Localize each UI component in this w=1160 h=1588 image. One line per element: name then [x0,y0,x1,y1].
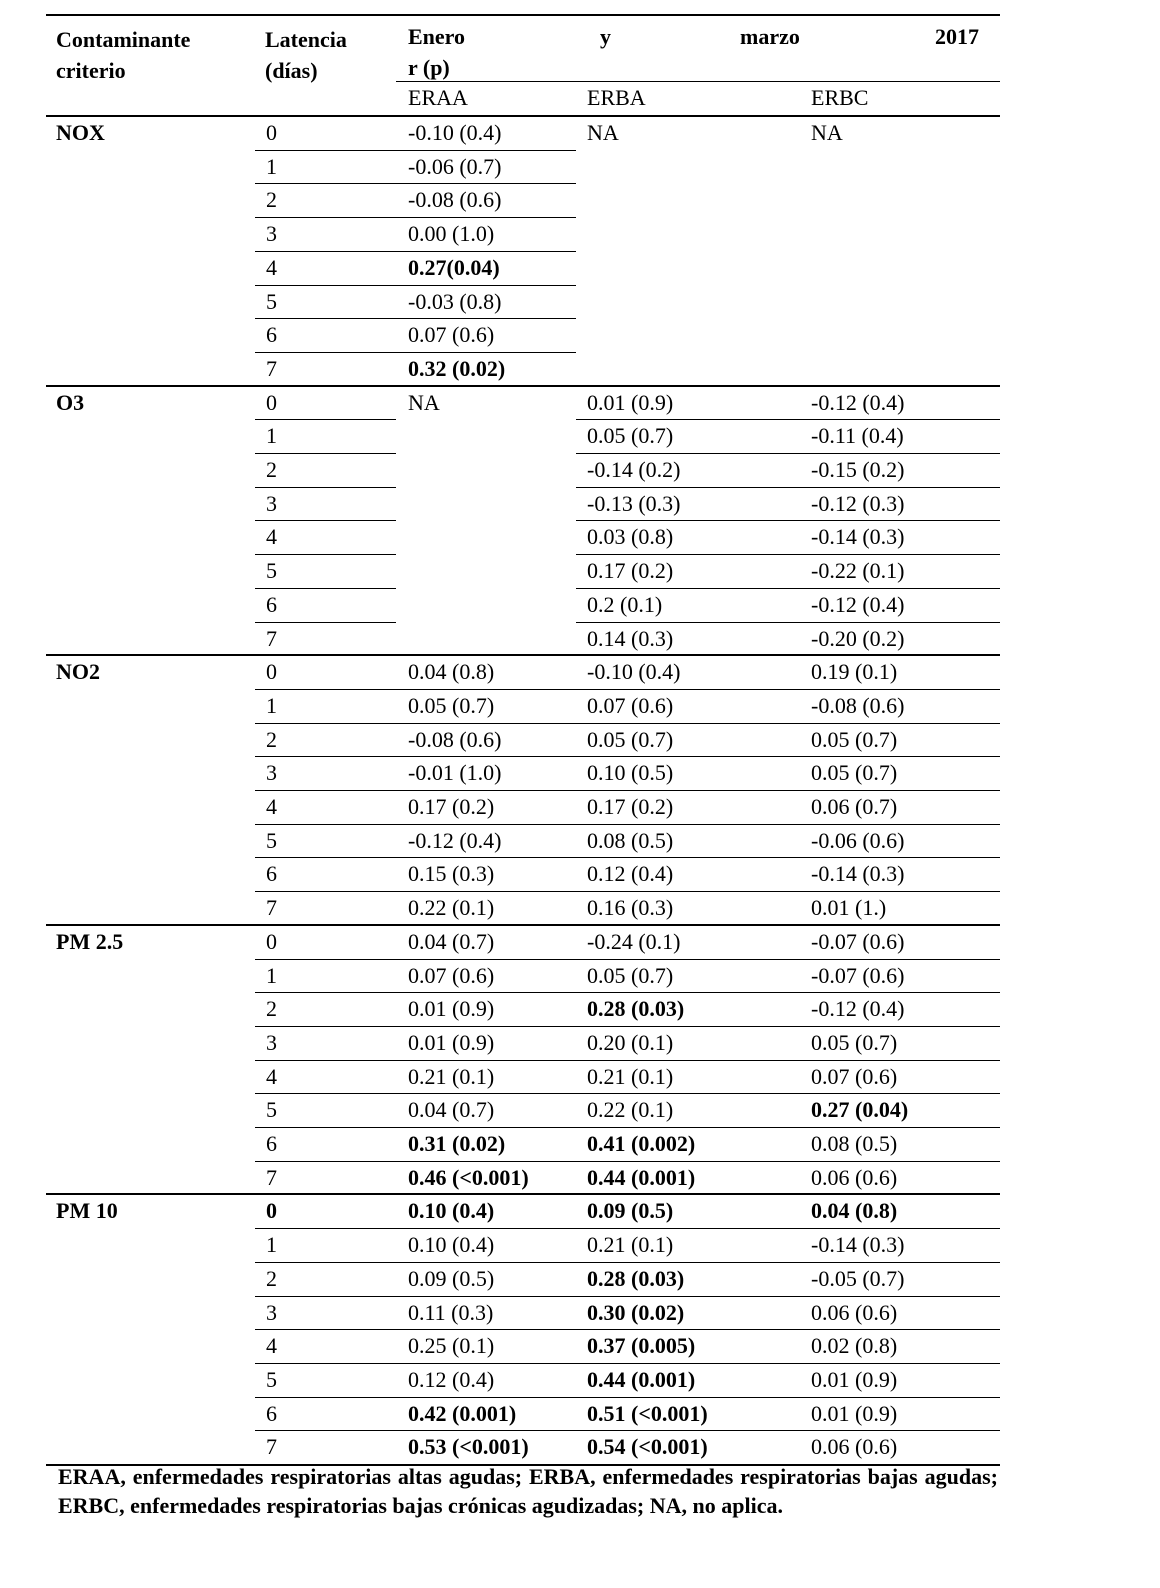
erba-cell: 0.30 (0.02) [587,1299,685,1325]
row-rule [255,622,396,623]
erba-cell: 0.17 (0.2) [587,558,674,584]
lag-cell: 3 [266,1029,277,1055]
lag-cell: 3 [266,490,277,516]
pollutant-name: NO2 [56,659,100,685]
header-bottom-rule [46,115,1000,117]
eraa-cell: 0.04 (0.7) [408,928,495,954]
row-rule [576,891,1000,892]
row-rule [396,1397,576,1398]
group-rule [46,924,1000,926]
row-rule [576,1161,1000,1162]
erba-cell: 0.21 (0.1) [587,1063,674,1089]
row-rule [255,756,396,757]
row-rule [255,824,396,825]
lag-cell: 1 [266,423,277,449]
row-rule [396,1127,576,1128]
eraa-cell: 0.21 (0.1) [408,1063,495,1089]
row-rule [255,419,396,420]
erba-cell: 0.05 (0.7) [587,962,674,988]
erba-cell: 0.28 (0.03) [587,996,685,1022]
lag-cell: 6 [266,1131,277,1156]
row-rule [255,723,396,724]
row-rule [396,285,576,286]
erba-cell: 0.05 (0.7) [587,726,674,752]
row-rule [576,959,1000,960]
row-rule [255,588,396,589]
group-rule [46,385,1000,387]
eraa-cell: -0.01 (1.0) [408,760,502,786]
eraa-cell: 0.32 (0.02) [408,355,506,381]
erba-cell: 0.05 (0.7) [587,423,674,449]
row-rule [255,1026,396,1027]
lag-cell: 3 [266,221,277,247]
row-rule [255,1397,396,1398]
row-rule [576,453,1000,454]
eraa-cell: 0.15 (0.3) [408,861,495,887]
eraa-cell: -0.06 (0.7) [408,153,502,179]
row-rule [576,487,1000,488]
lag-cell: 6 [266,861,277,887]
row-rule [576,419,1000,420]
erbc-cell: 0.27 (0.04) [811,1097,909,1123]
lag-cell: 2 [266,996,277,1022]
lag-cell: 1 [266,1232,277,1258]
row-rule [255,554,396,555]
row-rule [576,1228,1000,1229]
row-rule [576,857,1000,858]
pollutant-name: PM 10 [56,1198,118,1224]
row-rule [255,1060,396,1061]
lag-cell: 7 [266,1434,277,1460]
erbc-cell: 0.06 (0.6) [811,1164,898,1190]
eraa-cell: 0.05 (0.7) [408,692,495,718]
lag-cell: 6 [266,591,277,617]
header-period-word: 2017 [935,24,979,49]
erbc-cell: 0.05 (0.7) [811,726,898,752]
row-rule [396,1093,576,1094]
erbc-cell: 0.04 (0.8) [811,1198,898,1224]
row-rule [576,1093,1000,1094]
row-rule [396,723,576,724]
lag-cell: 4 [266,794,277,819]
erba-cell: -0.24 (0.1) [587,928,681,954]
erba-cell: 0.16 (0.3) [587,895,674,921]
lag-cell: 7 [266,1164,277,1190]
erbc-cell: 0.07 (0.6) [811,1063,898,1089]
row-rule [396,1430,576,1431]
lag-cell: 1 [266,692,277,718]
erbc-cell: 0.02 (0.8) [811,1333,898,1359]
row-rule [396,217,576,218]
header-sub-rule [396,81,1000,82]
erbc-cell: -0.05 (0.7) [811,1265,905,1291]
row-rule [396,1060,576,1061]
erba-cell: 0.44 (0.001) [587,1164,696,1190]
lag-cell: 6 [266,1400,277,1426]
lag-cell: 4 [266,254,277,280]
lag-cell: 5 [266,1366,277,1392]
row-rule [255,453,396,454]
row-rule [576,622,1000,623]
eraa-cell: 0.46 (<0.001) [408,1164,529,1190]
lag-cell: 5 [266,558,277,584]
eraa-cell: 0.12 (0.4) [408,1366,495,1392]
erba-cell: 0.03 (0.8) [587,524,674,550]
lag-cell: 1 [266,153,277,179]
header-latencia: Latencia (días) [265,27,347,83]
erbc-cell: -0.08 (0.6) [811,692,905,718]
lag-cell: 0 [266,120,277,145]
row-rule [255,1161,396,1162]
erbc-cell: -0.22 (0.1) [811,558,905,584]
erba-cell: 0.2 (0.1) [587,591,663,617]
erbc-cell: -0.12 (0.4) [811,591,905,617]
lag-cell: 0 [266,659,277,685]
row-rule [396,318,576,319]
row-rule [576,790,1000,791]
row-rule [576,756,1000,757]
row-rule [255,1329,396,1330]
erba-cell: 0.14 (0.3) [587,625,674,651]
lag-cell: 4 [266,1333,277,1359]
row-rule [576,824,1000,825]
row-rule [396,352,576,353]
row-rule [255,1127,396,1128]
row-rule [396,251,576,252]
lag-cell: 0 [266,389,277,415]
row-rule [396,150,576,151]
row-rule [396,790,576,791]
row-rule [396,1329,576,1330]
lag-cell: 5 [266,827,277,853]
lag-cell: 3 [266,1299,277,1325]
row-rule [255,891,396,892]
erbc-cell: -0.11 (0.4) [811,423,904,449]
erbc-cell: -0.06 (0.6) [811,827,905,853]
erba-cell: 0.37 (0.005) [587,1333,696,1359]
row-rule [576,1026,1000,1027]
erbc-cell: -0.07 (0.6) [811,962,905,988]
erba-cell: 0.28 (0.03) [587,1265,685,1291]
row-rule [576,689,1000,690]
row-rule [396,891,576,892]
erba-cell: 0.12 (0.4) [587,861,674,887]
erba-cell: 0.08 (0.5) [587,827,674,853]
erbc-cell: -0.12 (0.4) [811,389,905,415]
row-rule [576,1262,1000,1263]
row-rule [255,318,396,319]
lag-cell: 2 [266,1265,277,1291]
erba-cell: 0.17 (0.2) [587,794,674,819]
row-rule [255,1430,396,1431]
row-rule [396,959,576,960]
erbc-cell: 0.08 (0.5) [811,1131,898,1156]
pollutant-name: O3 [56,389,85,415]
erba-cell: 0.10 (0.5) [587,760,674,786]
eraa-cell: 0.04 (0.8) [408,659,495,685]
lag-cell: 0 [266,928,277,954]
row-rule [396,689,576,690]
header-period-word: marzo [740,24,800,49]
erbc-cell: -0.07 (0.6) [811,928,905,954]
row-rule [576,1296,1000,1297]
row-rule [255,217,396,218]
row-rule [576,1060,1000,1061]
erba-cell: 0.22 (0.1) [587,1097,674,1123]
erba-cell: -0.13 (0.3) [587,490,681,516]
lag-cell: 7 [266,625,277,651]
eraa-cell: NA [408,389,440,415]
group-rule [46,1193,1000,1195]
erbc-cell: -0.12 (0.4) [811,996,905,1022]
row-rule [255,1262,396,1263]
row-rule [396,1363,576,1364]
row-rule [396,1026,576,1027]
header-erbc: ERBC [811,85,869,110]
group-rule [46,654,1000,656]
erbc-cell: 0.01 (0.9) [811,1366,898,1392]
erbc-cell: -0.14 (0.3) [811,1232,905,1258]
eraa-cell: -0.12 (0.4) [408,827,502,853]
row-rule [396,824,576,825]
eraa-cell: 0.10 (0.4) [408,1198,495,1224]
lag-cell: 2 [266,187,277,213]
lag-cell: 2 [266,457,277,482]
row-rule [255,352,396,353]
row-rule [255,285,396,286]
header-eraa: ERAA [408,85,468,110]
lag-cell: 5 [266,288,277,314]
eraa-cell: 0.53 (<0.001) [408,1434,529,1460]
erba-cell: 0.07 (0.6) [587,692,674,718]
row-rule [255,1093,396,1094]
erba-cell: 0.20 (0.1) [587,1029,674,1055]
lag-cell: 5 [266,1097,277,1123]
row-rule [576,588,1000,589]
row-rule [576,520,1000,521]
header-contaminante: Contaminante criterio [56,27,191,83]
row-rule [576,1127,1000,1128]
lag-cell: 3 [266,760,277,786]
row-rule [396,1228,576,1229]
header-stat: r (p) [408,55,450,80]
erbc-cell: -0.14 (0.3) [811,861,905,887]
row-rule [255,487,396,488]
row-rule [255,1228,396,1229]
row-rule [576,723,1000,724]
eraa-cell: 0.42 (0.001) [408,1400,517,1426]
eraa-cell: -0.10 (0.4) [408,120,502,145]
lag-cell: 6 [266,322,277,348]
row-rule [576,992,1000,993]
erba-cell: 0.54 (<0.001) [587,1434,708,1460]
eraa-cell: 0.22 (0.1) [408,895,495,921]
erbc-cell: 0.01 (0.9) [811,1400,898,1426]
top-rule [46,14,1000,16]
erbc-cell: 0.01 (1.) [811,895,887,921]
eraa-cell: 0.07 (0.6) [408,322,495,348]
erbc-cell: 0.06 (0.6) [811,1434,898,1460]
erba-cell: 0.01 (0.9) [587,389,674,415]
row-rule [255,183,396,184]
pollutant-name: NOX [56,120,105,145]
row-rule [396,1296,576,1297]
lag-cell: 4 [266,524,277,550]
erbc-cell: NA [811,120,843,145]
erba-cell: -0.10 (0.4) [587,659,681,685]
eraa-cell: 0.11 (0.3) [408,1299,494,1325]
row-rule [255,150,396,151]
header-period-word: y [600,24,611,49]
row-rule [396,183,576,184]
row-rule [396,756,576,757]
erbc-cell: 0.05 (0.7) [811,760,898,786]
erbc-cell: -0.20 (0.2) [811,625,905,651]
eraa-cell: 0.09 (0.5) [408,1265,495,1291]
row-rule [576,1430,1000,1431]
row-rule [255,857,396,858]
erba-cell: 0.44 (0.001) [587,1366,696,1392]
row-rule [576,554,1000,555]
row-rule [396,1161,576,1162]
eraa-cell: 0.31 (0.02) [408,1131,506,1156]
erbc-cell: 0.06 (0.7) [811,794,898,819]
eraa-cell: 0.07 (0.6) [408,962,495,988]
row-rule [255,790,396,791]
row-rule [255,1296,396,1297]
erba-cell: 0.51 (<0.001) [587,1400,708,1426]
erba-cell: 0.09 (0.5) [587,1198,674,1224]
erba-cell: NA [587,120,619,145]
header-period-word: Enero [408,24,466,49]
row-rule [255,1363,396,1364]
row-rule [576,1363,1000,1364]
eraa-cell: 0.27(0.04) [408,254,500,280]
eraa-cell: -0.03 (0.8) [408,288,502,314]
row-rule [396,857,576,858]
eraa-cell: 0.01 (0.9) [408,1029,495,1055]
lag-cell: 0 [266,1198,277,1224]
row-rule [255,689,396,690]
lag-cell: 4 [266,1063,277,1089]
eraa-cell: 0.10 (0.4) [408,1232,495,1258]
eraa-cell: 0.17 (0.2) [408,794,495,819]
row-rule [255,251,396,252]
erbc-cell: -0.12 (0.3) [811,490,905,516]
erbc-cell: -0.14 (0.3) [811,524,905,550]
erba-cell: -0.14 (0.2) [587,457,681,482]
row-rule [576,1397,1000,1398]
eraa-cell: -0.08 (0.6) [408,726,502,752]
pollutant-name: PM 2.5 [56,928,124,954]
erbc-cell: -0.15 (0.2) [811,457,905,482]
erbc-cell: 0.05 (0.7) [811,1029,898,1055]
table-footnote: ERAA, enfermedades respiratorias altas agudas; ERBA, enfermedades respiratorias bajas agudas; ERBC, enfermedades respiratorias bajas crónicas agudizadas; NA, no aplica. [58,1464,998,1518]
row-rule [576,1329,1000,1330]
lag-cell: 2 [266,726,277,752]
eraa-cell: 0.00 (1.0) [408,221,495,247]
erbc-cell: 0.19 (0.1) [811,659,898,685]
lag-cell: 7 [266,895,277,921]
erba-cell: 0.41 (0.002) [587,1131,696,1156]
erba-cell: 0.21 (0.1) [587,1232,674,1258]
eraa-cell: -0.08 (0.6) [408,187,502,213]
row-rule [255,992,396,993]
lag-cell: 1 [266,962,277,988]
row-rule [255,520,396,521]
row-rule [396,992,576,993]
header-erba: ERBA [587,85,646,110]
row-rule [255,959,396,960]
lag-cell: 7 [266,355,277,381]
eraa-cell: 0.25 (0.1) [408,1333,495,1359]
erbc-cell: 0.06 (0.6) [811,1299,898,1325]
eraa-cell: 0.04 (0.7) [408,1097,495,1123]
eraa-cell: 0.01 (0.9) [408,996,495,1022]
row-rule [396,1262,576,1263]
